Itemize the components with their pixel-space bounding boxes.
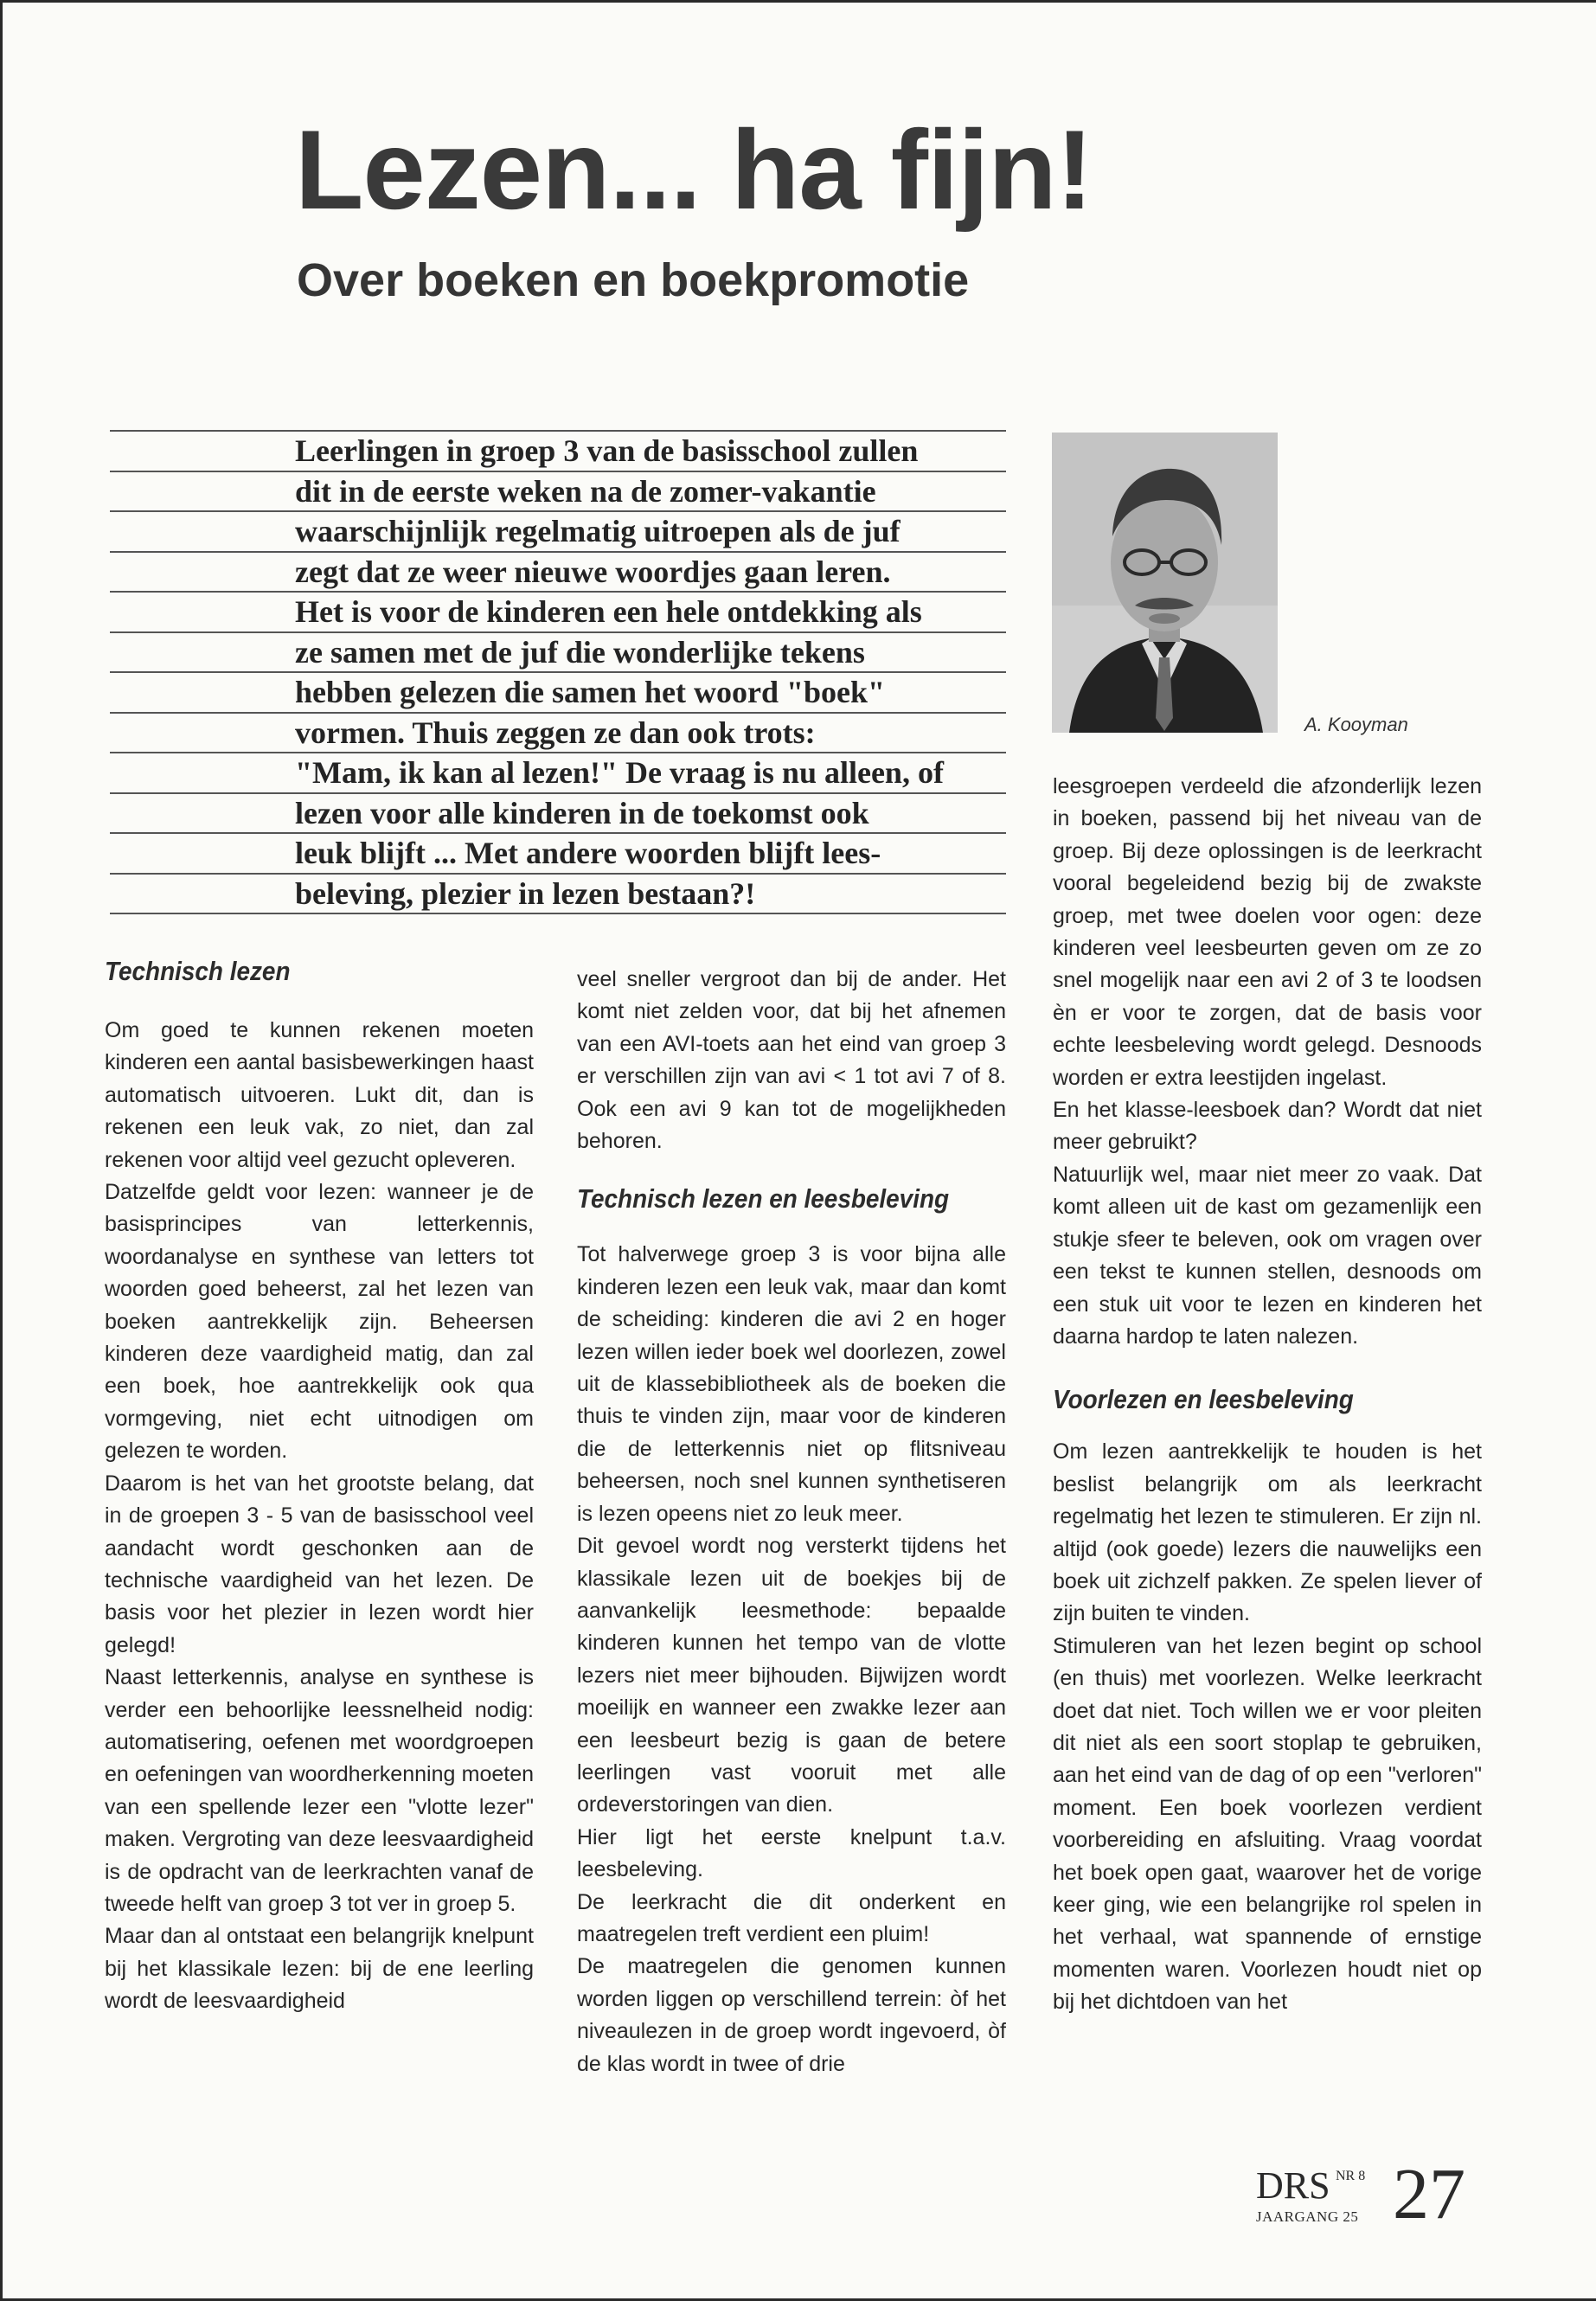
- article-subtitle: Over boeken en boekpromotie: [297, 254, 970, 306]
- paragraph: veel sneller vergroot dan bij de ander. Het komt niet zelden voor, dat bij het afnemen van een AVI-toets aan het eind van groep 3 er verschillen zijn van avi < 1 tot avi 7 of 8. Ook een avi 9 kan tot de mogelijkheden behoren.: [577, 967, 1006, 1154]
- paragraph: De leerkracht die dit onderkent en maatregelen treft verdient een pluim!: [577, 1889, 1006, 1946]
- paragraph: De maatregelen die genomen kunnen worden liggen op verschillend terrein: òf het niveaulezen in de groep wordt ingevoerd, òf de klas wordt in twee of drie: [577, 1954, 1006, 2076]
- paragraph: Maar dan al ontstaat een belangrijk knelpunt bij het klassikale lezen: bij de ene leerling wordt de leesvaardigheid: [105, 1924, 534, 2014]
- intro-line: dit in de eerste weken na de zomer-vakantie: [110, 472, 1006, 513]
- photo-caption: A. Kooyman: [1304, 714, 1408, 735]
- intro-block: [110, 430, 1006, 914]
- intro-line: waarschijnlijk regelmatig uitroepen als de juf: [110, 512, 1006, 553]
- paragraph: Daarom is het van het grootste belang, dat in de groepen 3 - 5 van de basisschool veel aandacht wordt geschonken aan de technische vaardigheid van het lezen. De basis voor het plezier in lezen wordt hier gelegd!: [105, 1471, 534, 1657]
- section-heading: Voorlezen en leesbeleving: [1053, 1384, 1354, 1415]
- magazine-name: DRS: [1256, 2164, 1330, 2207]
- intro-line: beleving, plezier in lezen bestaan?!: [110, 875, 1006, 915]
- intro-line: leuk blijft ... Met andere woorden blijft lees-: [110, 834, 1006, 875]
- intro-line: lezen voor alle kinderen in de toekomst ook: [110, 794, 1006, 835]
- intro-line: Leerlingen in groep 3 van de basisschool zullen: [110, 432, 1006, 472]
- section-heading: Technisch lezen: [105, 956, 291, 986]
- article-column-3: [1053, 771, 1482, 2019]
- paragraph: Hier ligt het eerste knelpunt t.a.v. leesbeleving.: [577, 1824, 1006, 1882]
- paragraph: Dit gevoel wordt nog versterkt tijdens het klassikale lezen uit de boekjes bij de aanvankelijk leesmethode: bepaalde kinderen kunnen het tempo van de vlotte lezers niet meer bijhouden. Bijwijzen wordt moeilijk en wanneer een zwakke lezer aan een leesbeurt bezig is gaan de betere leerlingen vast vooruit met alle ordeverstoringen van dien.: [577, 1534, 1006, 1817]
- author-photo: [1052, 433, 1278, 733]
- paragraph: En het klasse-leesboek dan? Wordt dat niet meer gebruikt?: [1053, 1098, 1482, 1155]
- author-portrait-icon: [1052, 433, 1278, 733]
- intro-line: zegt dat ze weer nieuwe woordjes gaan leren.: [110, 553, 1006, 593]
- intro-line: "Mam, ik kan al lezen!" De vraag is nu alleen, of: [110, 753, 1006, 794]
- paragraph: Om lezen aantrekkelijk te houden is het beslist belangrijk om als leerkracht regelmatig het lezen te stimuleren. Er zijn nl. altijd (ook goede) lezers die nauwelijks een boek uit zichzelf pakken. Ze spelen liever of zijn buiten te vinden.: [1053, 1439, 1482, 1626]
- section-heading: Technisch lezen en leesbeleving: [577, 1183, 950, 1215]
- intro-line: ze samen met de juf die wonderlijke tekens: [110, 633, 1006, 674]
- issue-number: NR 8: [1336, 2169, 1366, 2183]
- article-column-2: [577, 964, 1006, 2080]
- article-title: Lezen... ha fijn!: [295, 106, 1093, 233]
- page-number: 27: [1393, 2154, 1465, 2234]
- intro-line: Het is voor de kinderen een hele ontdekking als: [110, 593, 1006, 633]
- paragraph: Stimuleren van het lezen begint op school (en thuis) met voorlezen. Welke leerkracht doet dat niet. Toch willen we er voor pleiten dit niet als een soort stoplap te gebruiken, aan het eind van de dag of op een "verloren" moment. Een boek voorlezen verdient voorbereiding en afsluiting. Vraag voordat het boek open gaat, waarover het de vorige keer ging, wie een belangrijke rol spelen in het verhaal, wat spannende of ernstige momenten waren. Voorlezen houdt niet op bij het dichtdoen van het: [1053, 1633, 1482, 2015]
- paragraph: Om goed te kunnen rekenen moeten kinderen een aantal basisbewerkingen haast automatisch uitvoeren. Lukt dit, dan is rekenen een leuk vak, zo niet, dan zal rekenen voor altijd veel gezucht opleveren.: [105, 1018, 534, 1172]
- volume-label: JAARGANG 25: [1256, 2208, 1359, 2225]
- article-column-1: [105, 954, 534, 2018]
- paragraph: Tot halverwege groep 3 is voor bijna alle kinderen lezen een leuk vak, maar dan komt de scheiding: kinderen die avi 2 en hoger lezen willen ieder boek wel doorlezen, zowel uit de klassebibliotheek als de boeken die thuis te vinden zijn, maar voor de kinderen die de letterkennis niet op flitsniveau beheersen, noch snel kunnen synthetiseren is lezen opeens niet zo leuk meer.: [577, 1242, 1006, 1526]
- paragraph: Datzelfde geldt voor lezen: wanneer je de basisprincipes van letterkennis, woordanalyse en synthese van letters tot woorden goed beheerst, zal het lezen van boeken aantrekkelijk zijn. Beheersen kinderen deze vaardigheid matig, dan zal een boek, hoe aantrekkelijk ook qua vormgeving, niet echt uitnodigen om gelezen te worden.: [105, 1180, 534, 1464]
- intro-line: vormen. Thuis zeggen ze dan ook trots:: [110, 714, 1006, 754]
- paragraph: Naast letterkennis, analyse en synthese is verder een behoorlijke leessnelheid nodig: automatisering, oefenen met woordgroepen en oefeningen van woordherkenning moeten van een spellende lezer een "vlotte lezer" maken. Vergroting van deze leesvaardigheid is de opdracht van de leerkrachten vanaf de tweede helft van groep 3 tot ver in groep 5.: [105, 1665, 534, 1916]
- paragraph: Natuurlijk wel, maar niet meer zo vaak. Dat komt alleen uit de kast om gezamenlijk een stukje sfeer te beleven, ook om vragen over een tekst te kunnen stellen, desnoods om een stuk uit voor te lezen en kinderen het daarna hardop te laten nalezen.: [1053, 1162, 1482, 1349]
- intro-line: hebben gelezen die samen het woord "boek": [110, 673, 1006, 714]
- paragraph: leesgroepen verdeeld die afzonderlijk lezen in boeken, passend bij het niveau van de groep. Bij deze oplossingen is de leerkracht vooral begeleidend bezig bij de zwakste groep, met twee doelen voor ogen: deze kinderen veel leesbeurten geven om ze zo snel mogelijk naar een avi 2 of 3 te loodsen èn er voor te zorgen, dat de basis voor echte leesbeleving wordt gelegd. Desnoods worden er extra leestijden ingelast.: [1053, 774, 1482, 1090]
